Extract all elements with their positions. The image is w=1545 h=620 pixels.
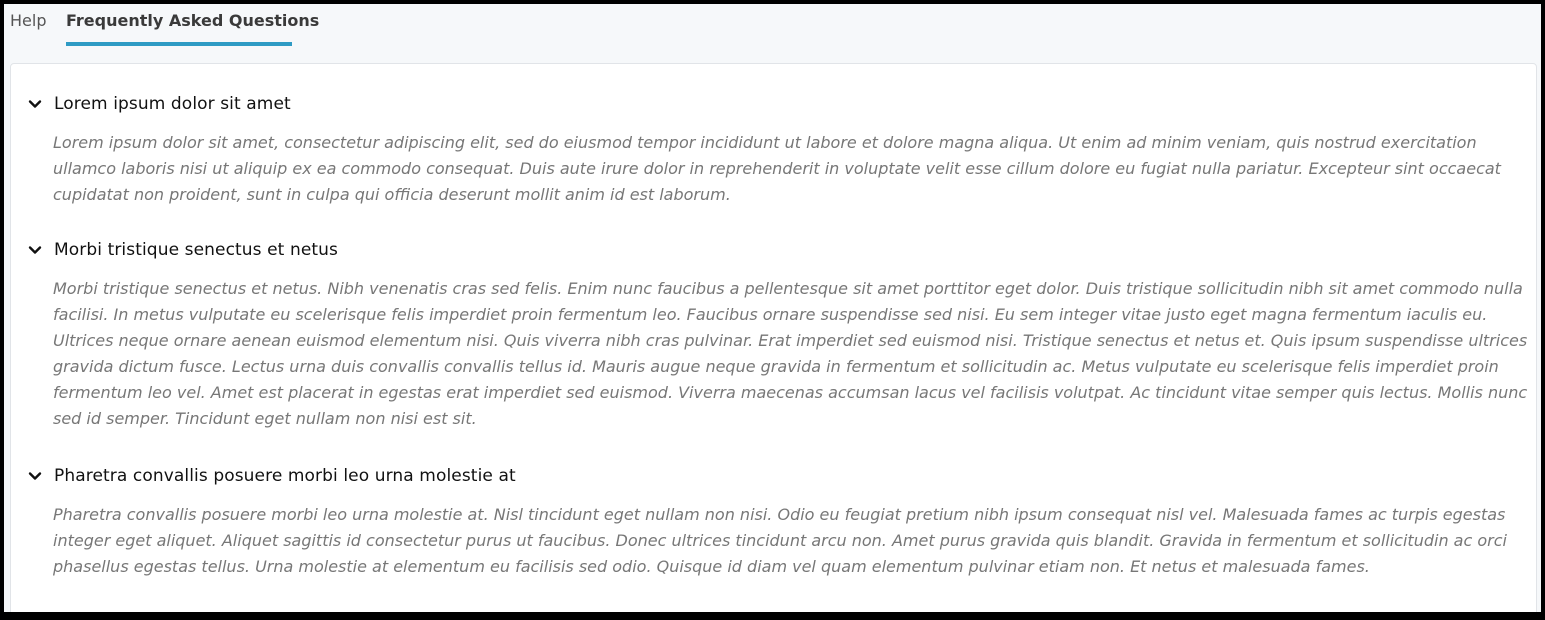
tab-faq[interactable]: Frequently Asked Questions [66,11,320,30]
faq-answer: Pharetra convallis posuere morbi leo urna molestie at. Nisl tincidunt eget nullam non nisi. Odio eu feugiat pretium nibh ipsum consequat nisl vel. Malesuada fames ac turpis egestas integer eget aliquet. Aliquet sagittis id consectetur purus ut faucibus. Donec ultrices tincidunt arcu non. Amet purus gravida quis blandit. Gravida in fermentum et sollicitudin ac orci phasellus egestas tellus. Urna molestie at elementum eu facilisis sed odio. Quisque id diam vel quam elementum pulvinar etiam non. Et netus et malesuada fames. [53,505,1507,576]
faq-question: Lorem ipsum dolor sit amet [54,94,291,114]
faq-answer: Morbi tristique senectus et netus. Nibh venenatis cras sed felis. Enim nunc faucibus a pellentesque sit amet porttitor eget dolor. Duis tristique sollicitudin nibh sit amet commodo nulla facilisi. In metus vulputate eu scelerisque felis imperdiet proin fermentum leo. Faucibus ornare suspendisse sed nisi. Eu sem integer vitae justo eget magna fermentum iaculis eu. Ultrices neque ornare aenean euismod elementum nisi. Quis viverra nibh cras pulvinar. Erat imperdiet sed euismod nisi. Tristique senectus et netus et. Quis ipsum suspendisse ultrices gravida dictum fusce. Lectus urna duis convallis convallis tellus id. Mauris augue neque gravida in fermentum et sollicitudin ac. Metus vulputate eu scelerisque felis imperdiet proin fermentum leo vel. Amet est placerat in egestas erat imperdiet sed euismod. Viverra maecenas accumsan lacus vel facilisis volutpat. Ac tincidunt vitae semper quis lectus. Mollis nunc sed id semper. Tincidunt eget nullam non nisi est sit. [53,279,1528,428]
faq-question-toggle[interactable] [25,92,291,116]
active-tab-indicator [66,42,292,46]
faq-panel [10,63,1537,612]
tab-bar [4,4,1541,52]
faq-answer: Lorem ipsum dolor sit amet, consectetur adipiscing elit, sed do eiusmod tempor incididunt ut labore et dolore magna aliqua. Ut enim ad minim veniam, quis nostrud exercitation ullamco laboris nisi ut aliquip ex ea commodo consequat. Duis aute irure dolor in reprehenderit in voluptate velit esse cillum dolore eu fugiat nulla pariatur. Excepteur sint occaecat cupidatat non proident, sunt in culpa qui officia deserunt mollit anim id est laborum. [53,133,1501,204]
app-frame [4,4,1541,612]
chevron-down-icon [25,240,45,260]
faq-question-toggle[interactable] [25,238,338,262]
faq-question: Morbi tristique senectus et netus [54,240,338,260]
chevron-down-icon [25,466,45,486]
tab-help[interactable]: Help [10,11,47,30]
chevron-down-icon [25,94,45,114]
faq-question-toggle[interactable] [25,464,516,488]
faq-question: Pharetra convallis posuere morbi leo urna molestie at [54,466,516,486]
